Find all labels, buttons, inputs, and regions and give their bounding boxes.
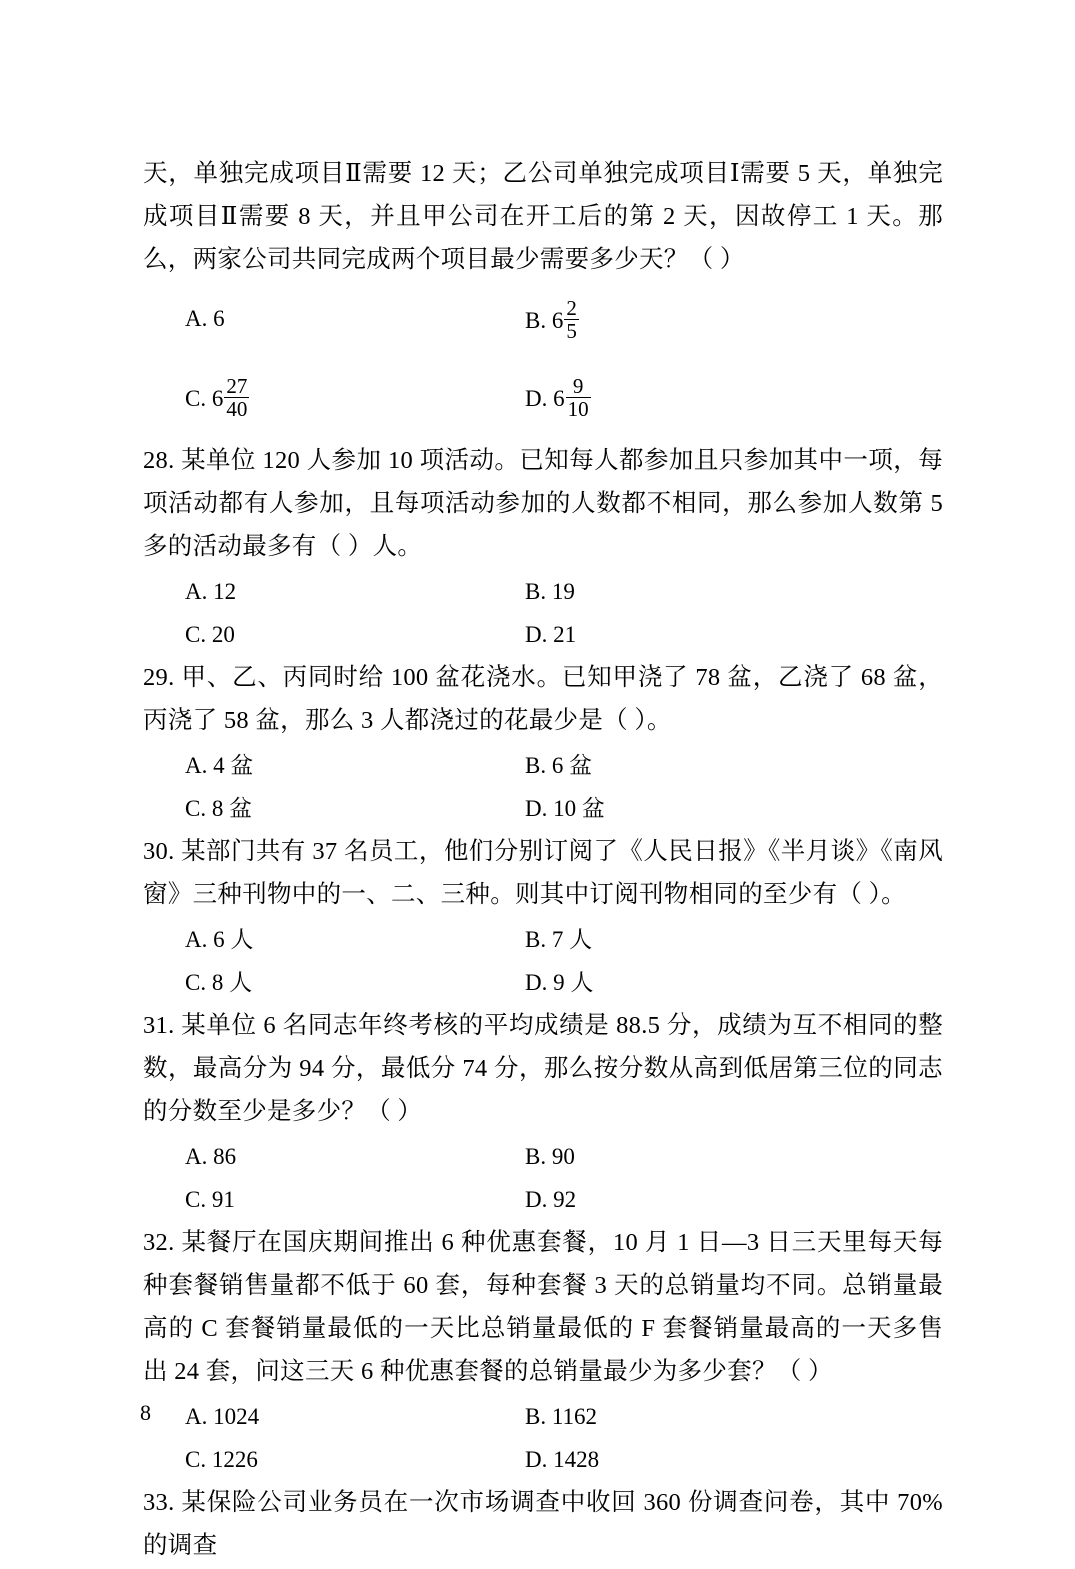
- question-31-options: [143, 1135, 943, 1221]
- option-c[interactable]: C. 1226: [185, 1447, 258, 1472]
- option-b-denominator: 5: [566, 319, 577, 344]
- page-number: 8: [140, 1400, 151, 1425]
- option-c-denominator: 40: [226, 397, 248, 422]
- option-row-cd: [143, 361, 943, 439]
- option-b[interactable]: B. 7 人: [525, 927, 593, 952]
- option-row-cd: [143, 1178, 943, 1221]
- question-28-options: [143, 570, 943, 656]
- option-d[interactable]: D. 10 盆: [525, 796, 605, 821]
- option-a[interactable]: A. 12: [185, 579, 237, 604]
- page-content: [143, 152, 943, 1569]
- question-33-text: 33. 某保险公司业务员在一次市场调查中收回 360 份调查问卷，其中 70% 的调查: [143, 1489, 943, 1559]
- option-b-fraction: [564, 297, 579, 343]
- question-27-continuation-text: 天，单独完成项目Ⅱ需要 12 天；乙公司单独完成项目Ⅰ需要 5 天，单独完成项目Ⅱ需要 8 天，并且甲公司在开工后的第 2 天，因故停工 1 天。那么，两家公司共同完成两个项目最少需要多少天？（ ）: [143, 160, 943, 273]
- option-row-cd: [143, 1438, 943, 1481]
- option-b[interactable]: B. 1162: [525, 1404, 597, 1429]
- question-32-options: [143, 1395, 943, 1481]
- option-d-numerator: 9: [572, 374, 584, 398]
- option-row-ab: [143, 1135, 943, 1178]
- option-d[interactable]: D. 1428: [525, 1447, 600, 1472]
- option-row-ab: [143, 744, 943, 787]
- option-d[interactable]: D. 9 人: [525, 970, 594, 995]
- option-row-ab: [143, 918, 943, 961]
- option-row-ab: [143, 570, 943, 613]
- option-c[interactable]: C. 91: [185, 1187, 235, 1212]
- option-d[interactable]: [525, 375, 591, 421]
- option-d-whole: D. 6: [525, 386, 565, 412]
- option-row-cd: [143, 787, 943, 830]
- option-d[interactable]: D. 92: [525, 1187, 577, 1212]
- option-row-ab: [143, 283, 943, 361]
- option-a[interactable]: A. 1024: [185, 1404, 260, 1429]
- option-row-ab: [143, 1395, 943, 1438]
- option-c[interactable]: C. 20: [185, 622, 235, 647]
- option-a[interactable]: A. 86: [185, 1144, 237, 1169]
- option-b[interactable]: [525, 297, 579, 343]
- option-b[interactable]: B. 6 盆: [525, 753, 593, 778]
- option-row-cd: [143, 961, 943, 1004]
- question-29-options: [143, 744, 943, 830]
- option-c[interactable]: C. 8 盆: [185, 796, 253, 821]
- question-30-text: 30. 某部门共有 37 名员工，他们分别订阅了《人民日报》《半月谈》《南风窗》三种刊物中的一、二、三种。则其中订阅刊物相同的至少有（ ）。: [143, 838, 943, 908]
- option-b[interactable]: B. 90: [525, 1144, 575, 1169]
- question-30-options: [143, 918, 943, 1004]
- question-31-text: 31. 某单位 6 名同志年终考核的平均成绩是 88.5 分，成绩为互不相同的整数，最高分为 94 分，最低分 74 分，那么按分数从高到低居第三位的同志的分数至少是多少？（ ）: [143, 1012, 943, 1125]
- option-c-numerator: 27: [226, 374, 248, 398]
- option-b[interactable]: B. 19: [525, 579, 575, 604]
- option-d-denominator: 10: [567, 397, 589, 422]
- option-a[interactable]: A. 6 人: [185, 927, 254, 952]
- option-b-whole: B. 6: [525, 308, 564, 334]
- option-c[interactable]: C. 8 人: [185, 970, 253, 995]
- option-d-fraction: [566, 375, 591, 421]
- option-b-numerator: 2: [566, 296, 577, 320]
- option-row-cd: [143, 613, 943, 656]
- question-32-text: 32. 某餐厅在国庆期间推出 6 种优惠套餐，10 月 1 日—3 日三天里每天每种套餐销售量都不低于 60 套，每种套餐 3 天的总销量均不同。总销量最高的 C 套餐销量最低的一天比总销量最低的 F 套餐销量最高的一天多售出 24 套，问这三天 6 种优惠套餐的总销量最少为多少套？（ ）: [143, 1229, 943, 1385]
- option-c-fraction: [224, 375, 249, 421]
- option-c[interactable]: [185, 375, 249, 421]
- question-28-text: 28. 某单位 120 人参加 10 项活动。已知每人都参加且只参加其中一项，每项活动都有人参加，且每项活动参加的人数都不相同，那么参加人数第 5 多的活动最多有（ ）人。: [143, 447, 943, 560]
- question-27-options: [143, 283, 943, 439]
- option-d[interactable]: D. 21: [525, 622, 577, 647]
- option-a[interactable]: A. 6: [185, 306, 225, 331]
- question-29-text: 29. 甲、乙、丙同时给 100 盆花浇水。已知甲浇了 78 盆，乙浇了 68 盆，丙浇了 58 盆，那么 3 人都浇过的花最少是（ ）。: [143, 664, 943, 734]
- option-c-whole: C. 6: [185, 386, 224, 412]
- option-a[interactable]: A. 4 盆: [185, 753, 254, 778]
